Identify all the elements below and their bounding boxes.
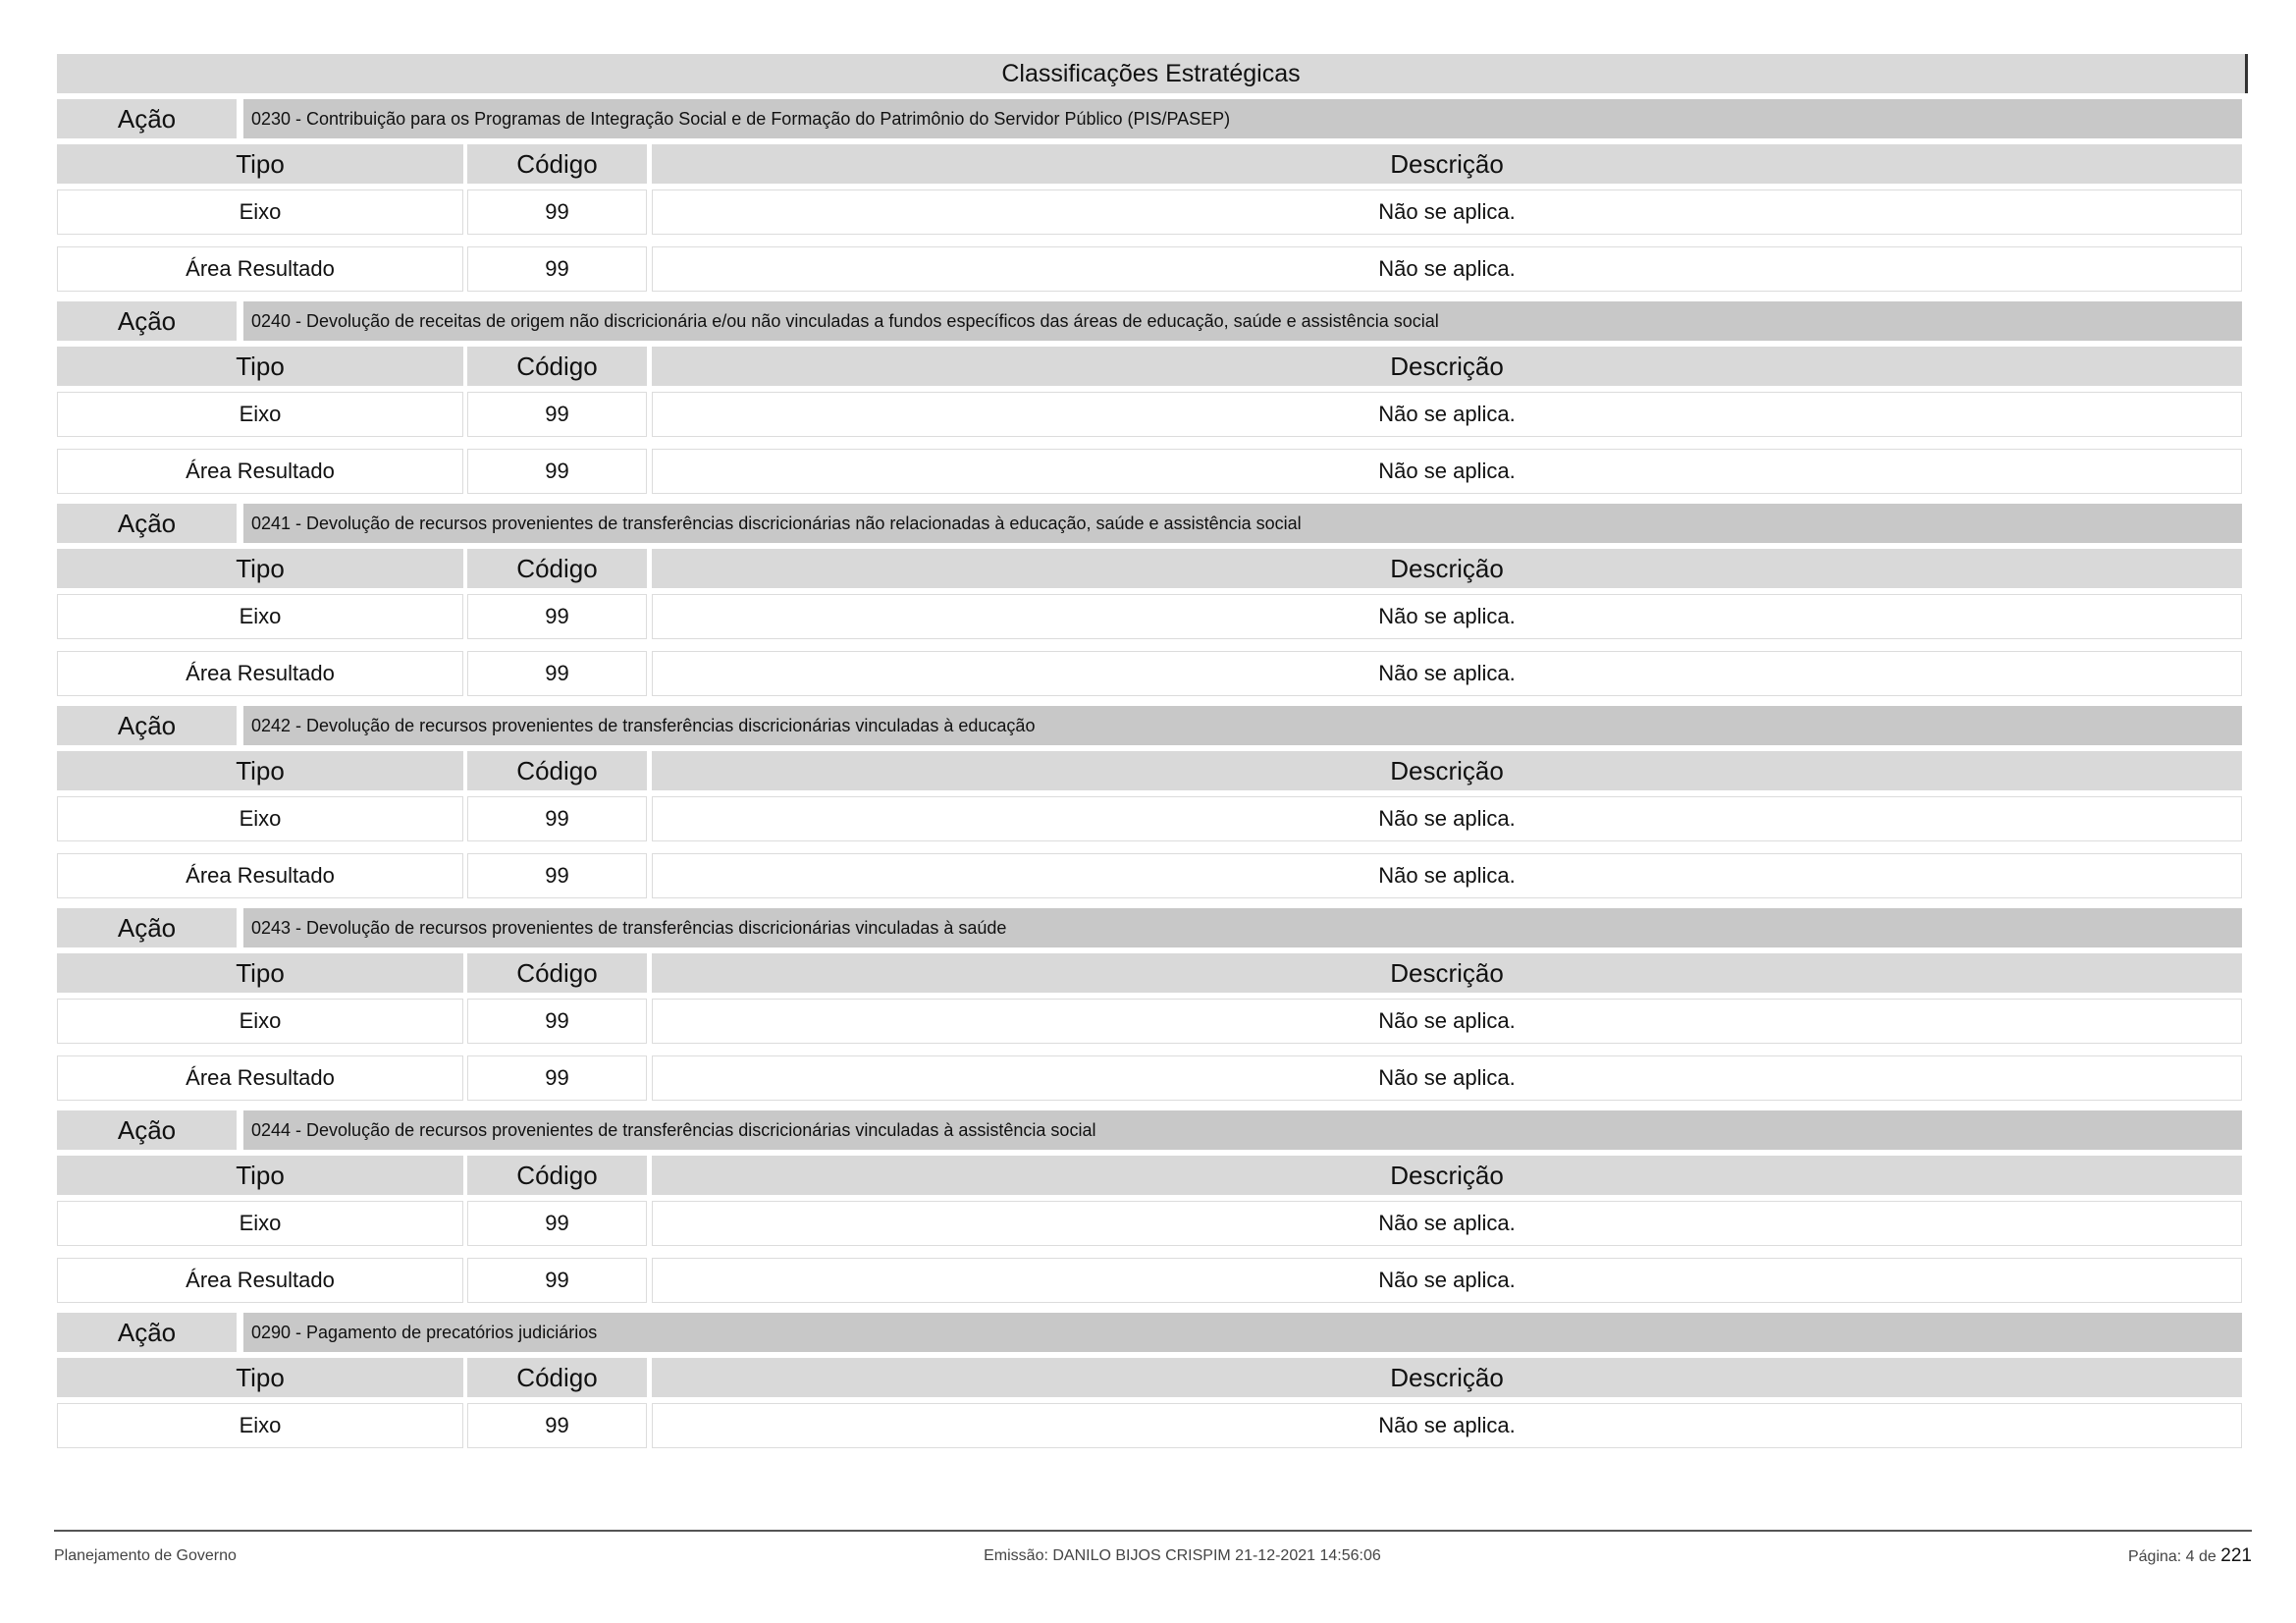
acao-label: Ação bbox=[57, 504, 237, 543]
table-row bbox=[57, 449, 2242, 494]
footer-pagination bbox=[2128, 1545, 2252, 1567]
header-codigo: Código bbox=[467, 549, 647, 588]
header-descricao: Descrição bbox=[652, 953, 2242, 993]
header-descricao: Descrição bbox=[652, 751, 2242, 790]
cell-descricao: Não se aplica. bbox=[652, 1055, 2242, 1101]
cell-descricao: Não se aplica. bbox=[652, 189, 2242, 235]
header-tipo: Tipo bbox=[57, 953, 463, 993]
footer-emission: Emissão: DANILO BIJOS CRISPIM 21-12-2021 14:56:06 bbox=[984, 1547, 1381, 1564]
cell-codigo: 99 bbox=[467, 1055, 647, 1101]
sections-container bbox=[57, 99, 2248, 1448]
cell-descricao: Não se aplica. bbox=[652, 449, 2242, 494]
cell-tipo: Eixo bbox=[57, 1403, 463, 1448]
footer-page-prefix: Página: 4 de bbox=[2127, 1548, 2216, 1565]
column-header bbox=[57, 549, 2242, 588]
cell-descricao: Não se aplica. bbox=[652, 1201, 2242, 1246]
column-header bbox=[57, 953, 2242, 993]
acao-row bbox=[57, 504, 2248, 543]
header-codigo: Código bbox=[467, 751, 647, 790]
acao-label: Ação bbox=[57, 301, 237, 341]
header-tipo: Tipo bbox=[57, 549, 463, 588]
table-row bbox=[57, 1403, 2242, 1448]
header-tipo: Tipo bbox=[57, 751, 463, 790]
acao-section bbox=[57, 99, 2248, 292]
cell-codigo: 99 bbox=[467, 651, 647, 696]
header-codigo: Código bbox=[467, 144, 647, 184]
header-codigo: Código bbox=[467, 1156, 647, 1195]
table-row bbox=[57, 853, 2242, 898]
header-descricao: Descrição bbox=[652, 1358, 2242, 1397]
acao-row bbox=[57, 706, 2248, 745]
cell-codigo: 99 bbox=[467, 853, 647, 898]
table-row bbox=[57, 594, 2242, 639]
acao-section bbox=[57, 908, 2248, 1101]
header-codigo: Código bbox=[467, 953, 647, 993]
table-row bbox=[57, 1258, 2242, 1303]
acao-title: 0290 - Pagamento de precatórios judiciários bbox=[243, 1313, 2242, 1352]
acao-title: 0244 - Devolução de recursos provenientes de transferências discricionárias vinculadas à assistência social bbox=[243, 1110, 2242, 1150]
acao-row bbox=[57, 1313, 2248, 1352]
acao-section bbox=[57, 1110, 2248, 1303]
column-header bbox=[57, 347, 2242, 386]
cell-descricao: Não se aplica. bbox=[652, 651, 2242, 696]
cell-codigo: 99 bbox=[467, 1258, 647, 1303]
acao-title: 0240 - Devolução de receitas de origem não discricionária e/ou não vinculadas a fundos específicos das áreas de educação, saúde e assistência social bbox=[243, 301, 2242, 341]
cell-descricao: Não se aplica. bbox=[652, 1258, 2242, 1303]
header-descricao: Descrição bbox=[652, 347, 2242, 386]
cell-tipo: Eixo bbox=[57, 594, 463, 639]
header-tipo: Tipo bbox=[57, 144, 463, 184]
acao-title: 0241 - Devolução de recursos provenientes de transferências discricionárias não relacionadas à educação, saúde e assistência social bbox=[243, 504, 2242, 543]
acao-section bbox=[57, 706, 2248, 898]
table-row bbox=[57, 651, 2242, 696]
cell-descricao: Não se aplica. bbox=[652, 246, 2242, 292]
cell-tipo: Eixo bbox=[57, 392, 463, 437]
acao-label: Ação bbox=[57, 1110, 237, 1150]
cell-descricao: Não se aplica. bbox=[652, 999, 2242, 1044]
table-row bbox=[57, 1201, 2242, 1246]
cell-codigo: 99 bbox=[467, 1403, 647, 1448]
acao-label: Ação bbox=[57, 1313, 237, 1352]
header-descricao: Descrição bbox=[652, 144, 2242, 184]
cell-tipo: Eixo bbox=[57, 796, 463, 841]
table-row bbox=[57, 392, 2242, 437]
cell-tipo: Área Resultado bbox=[57, 651, 463, 696]
header-descricao: Descrição bbox=[652, 549, 2242, 588]
table-row bbox=[57, 1055, 2242, 1101]
header-tipo: Tipo bbox=[57, 1358, 463, 1397]
header-tipo: Tipo bbox=[57, 347, 463, 386]
header-codigo: Código bbox=[467, 347, 647, 386]
table-row bbox=[57, 999, 2242, 1044]
acao-title: 0243 - Devolução de recursos provenientes de transferências discricionárias vinculadas à saúde bbox=[243, 908, 2242, 947]
cell-codigo: 99 bbox=[467, 449, 647, 494]
cell-codigo: 99 bbox=[467, 1201, 647, 1246]
cell-tipo: Área Resultado bbox=[57, 246, 463, 292]
table-row bbox=[57, 189, 2242, 235]
page-footer bbox=[54, 1530, 2252, 1567]
acao-label: Ação bbox=[57, 99, 237, 138]
acao-title: 0242 - Devolução de recursos provenientes de transferências discricionárias vinculadas à educação bbox=[243, 706, 2242, 745]
cell-codigo: 99 bbox=[467, 189, 647, 235]
cell-descricao: Não se aplica. bbox=[652, 392, 2242, 437]
report bbox=[57, 54, 2248, 1458]
table-row bbox=[57, 246, 2242, 292]
report-title: Classificações Estratégicas bbox=[57, 54, 2248, 93]
cell-descricao: Não se aplica. bbox=[652, 594, 2242, 639]
acao-section bbox=[57, 504, 2248, 696]
cell-tipo: Eixo bbox=[57, 189, 463, 235]
cell-descricao: Não se aplica. bbox=[652, 1403, 2242, 1448]
acao-row bbox=[57, 99, 2248, 138]
cell-codigo: 99 bbox=[467, 246, 647, 292]
cell-codigo: 99 bbox=[467, 796, 647, 841]
footer-page-total: 221 bbox=[2220, 1545, 2252, 1566]
acao-section bbox=[57, 301, 2248, 494]
column-header bbox=[57, 751, 2242, 790]
footer-org: Planejamento de Governo bbox=[54, 1547, 237, 1564]
cell-tipo: Área Resultado bbox=[57, 853, 463, 898]
column-header bbox=[57, 144, 2242, 184]
table-row bbox=[57, 796, 2242, 841]
acao-row bbox=[57, 301, 2248, 341]
cell-descricao: Não se aplica. bbox=[652, 853, 2242, 898]
cell-codigo: 99 bbox=[467, 392, 647, 437]
column-header bbox=[57, 1156, 2242, 1195]
cell-descricao: Não se aplica. bbox=[652, 796, 2242, 841]
acao-title: 0230 - Contribuição para os Programas de Integração Social e de Formação do Patrimônio do Servidor Público (PIS/PASEP) bbox=[243, 99, 2242, 138]
acao-row bbox=[57, 1110, 2248, 1150]
acao-label: Ação bbox=[57, 706, 237, 745]
acao-label: Ação bbox=[57, 908, 237, 947]
cell-tipo: Área Resultado bbox=[57, 1258, 463, 1303]
cell-codigo: 99 bbox=[467, 999, 647, 1044]
acao-row bbox=[57, 908, 2248, 947]
cell-tipo: Eixo bbox=[57, 1201, 463, 1246]
cell-codigo: 99 bbox=[467, 594, 647, 639]
cell-tipo: Eixo bbox=[57, 999, 463, 1044]
header-descricao: Descrição bbox=[652, 1156, 2242, 1195]
cell-tipo: Área Resultado bbox=[57, 1055, 463, 1101]
acao-section bbox=[57, 1313, 2248, 1448]
cell-tipo: Área Resultado bbox=[57, 449, 463, 494]
column-header bbox=[57, 1358, 2242, 1397]
header-codigo: Código bbox=[467, 1358, 647, 1397]
header-tipo: Tipo bbox=[57, 1156, 463, 1195]
